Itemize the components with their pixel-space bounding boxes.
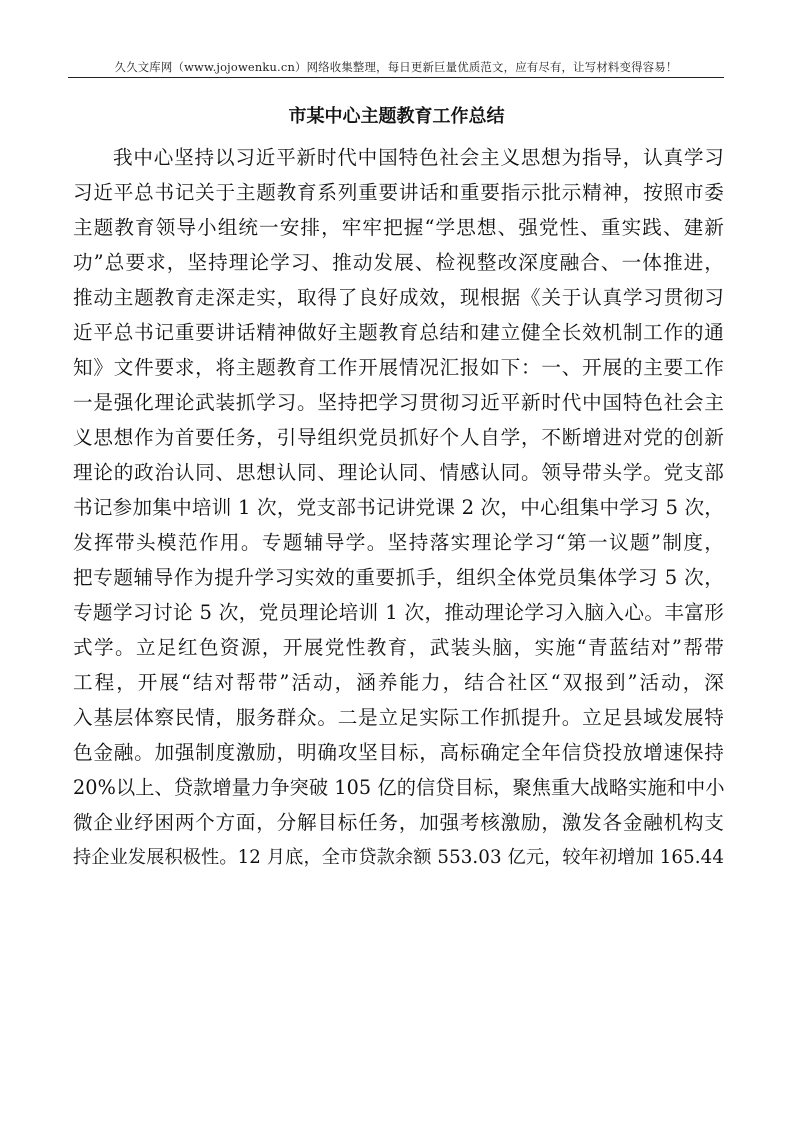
paragraph-line: 20%以上、贷款增量力争突破 105 亿的信贷目标，聚焦重大战略实施和中小: [73, 776, 725, 799]
paragraph-line: 主题教育领导小组统一安排，牢牢把握“学思想、强党性、重实践、建新: [73, 216, 724, 239]
paragraph-line: 书记参加集中培训 1 次，党支部书记讲党课 2 次，中心组集中学习 5 次，: [73, 496, 724, 519]
header-divider: [68, 77, 724, 78]
paragraph-line: 持企业发展积极性。12 月底，全市贷款余额 553.03 亿元，较年初增加 165.44: [73, 847, 724, 868]
paragraph-line: 理论的政治认同、思想认同、理论认同、情感认同。领导带头学。党支部: [73, 461, 724, 484]
paragraph-line: 发挥带头模范作用。专题辅导学。坚持落实理论学习“第一议题”制度，: [73, 531, 724, 554]
document-body: [73, 140, 724, 875]
paragraph-line: 把专题辅导作为提升学习实效的重要抓手，组织全体党员集体学习 5 次，: [73, 566, 724, 589]
paragraph-line: 专题学习讨论 5 次，党员理论培训 1 次，推动理论学习入脑入心。丰富形: [73, 601, 724, 624]
paragraph-line: 知》文件要求，将主题教育工作开展情况汇报如下：一、开展的主要工作: [73, 356, 724, 379]
paragraph-line: 入基层体察民情，服务群众。二是立足实际工作抓提升。立足县域发展特: [73, 706, 724, 729]
paragraph-line: 近平总书记重要讲话精神做好主题教育总结和建立健全长效机制工作的通: [73, 321, 724, 344]
paragraph-line: 义思想作为首要任务，引导组织党员抓好个人自学，不断增进对党的创新: [73, 426, 724, 449]
document-title: 市某中心主题教育工作总结: [288, 106, 505, 127]
paragraph-line: 习近平总书记关于主题教育系列重要讲话和重要指示批示精神，按照市委: [73, 181, 724, 204]
paragraph-line: 推动主题教育走深走实，取得了良好成效，现根据《关于认真学习贯彻习: [73, 286, 724, 309]
paragraph-line: 色金融。加强制度激励，明确攻坚目标，高标确定全年信贷投放增速保持: [73, 741, 724, 764]
paragraph-line: 一是强化理论武装抓学习。坚持把学习贯彻习近平新时代中国特色社会主: [73, 391, 724, 414]
page-header: 久久文库网（www.jojowenku.cn）网络收集整理，每日更新巨量优质范文，应有尽有，让写材料变得容易！: [114, 60, 678, 74]
paragraph-line: 工程，开展“结对帮带”活动，涵养能力，结合社区“双报到”活动，深: [73, 671, 724, 694]
paragraph-line: 我中心坚持以习近平新时代中国特色社会主义思想为指导，认真学习: [113, 146, 724, 169]
paragraph-line: 微企业纾困两个方面，分解目标任务，加强考核激励，激发各金融机构支: [73, 811, 724, 834]
paragraph-line: 功”总要求，坚持理论学习、推动发展、检视整改深度融合、一体推进，: [73, 251, 724, 274]
paragraph-line: 式学。立足红色资源，开展党性教育，武装头脑，实施“青蓝结对”帮带: [73, 636, 724, 659]
